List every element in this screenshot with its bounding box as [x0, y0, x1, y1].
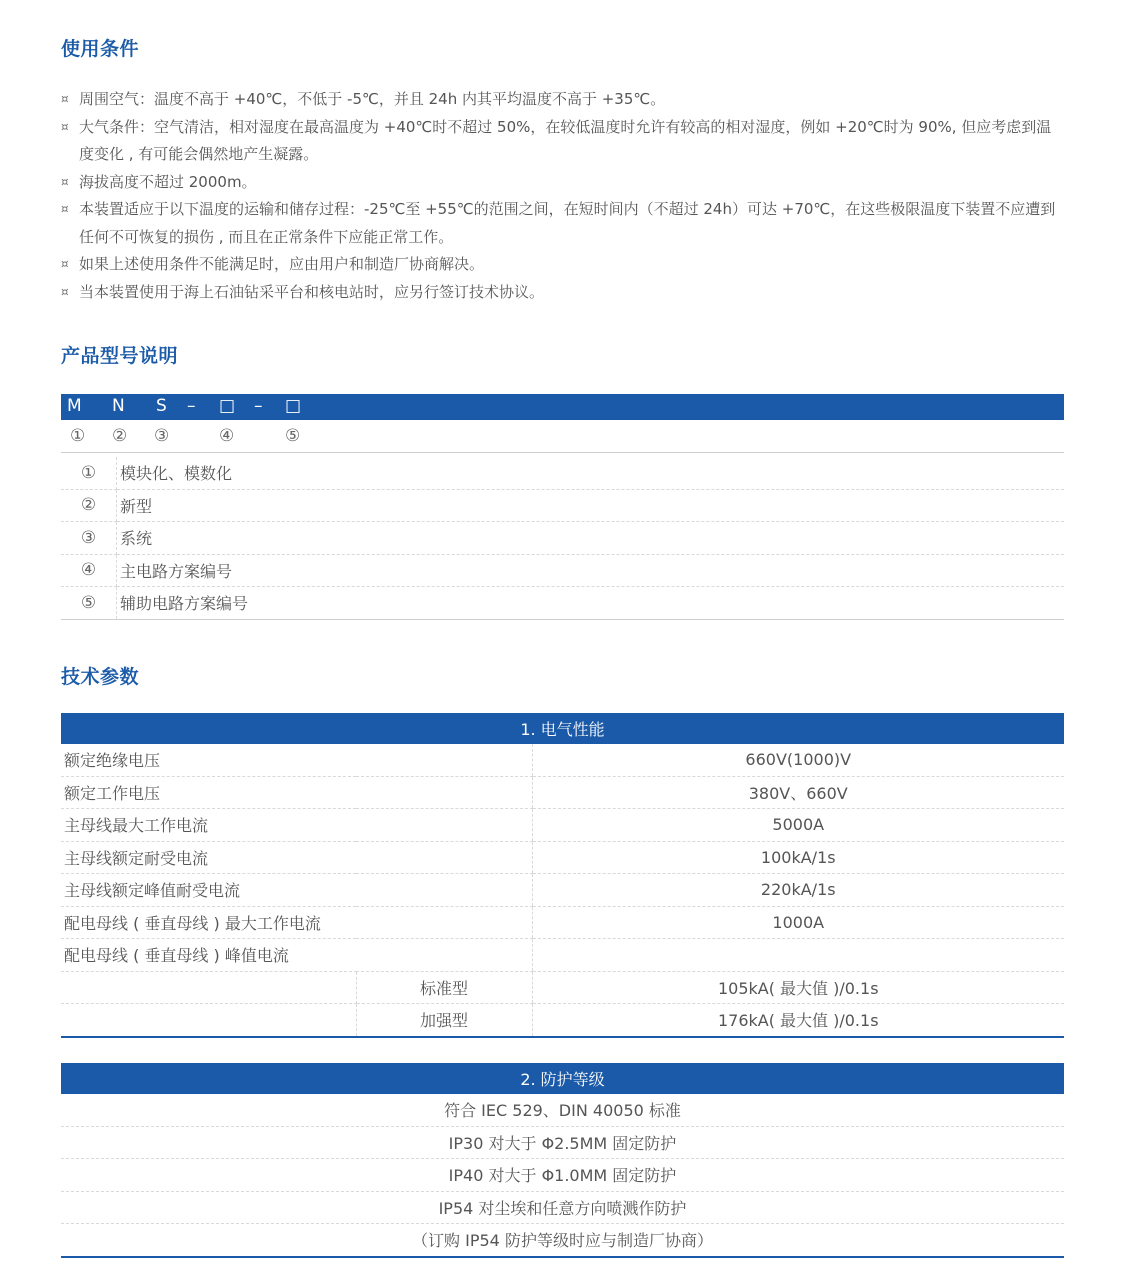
table-row: 主母线额定耐受电流 100kA/1s — [61, 841, 1064, 874]
model-markers — [61, 422, 1064, 453]
model-code-dash: – — [187, 396, 196, 416]
table-row: 标准型 105kA( 最大值 )/0.1s — [61, 971, 1064, 1004]
table-row: IP30 对大于 Φ2.5MM 固定防护 — [61, 1126, 1064, 1159]
electrical-header: 1. 电气性能 — [61, 713, 1064, 744]
table-row: IP54 对尘埃和任意方向喷溅作防护 — [61, 1191, 1064, 1224]
condition-item: ¤ 如果上述使用条件不能满足时，应由用户和制造厂协商解决。 — [61, 251, 1066, 279]
condition-item: ¤ 当本装置使用于海上石油钻采平台和核电站时，应另行签订技术协议。 — [61, 279, 1066, 307]
table-row: 配电母线 ( 垂直母线 ) 最大工作电流 1000A — [61, 906, 1064, 939]
model-marker: ⑤ — [285, 426, 301, 446]
model-code-char: S — [156, 396, 167, 416]
model-code-char: N — [112, 396, 125, 416]
bullet-icon: ¤ — [61, 257, 69, 271]
model-marker: ② — [112, 426, 128, 446]
bullet-icon: ¤ — [61, 284, 69, 299]
protection-table — [61, 1063, 1064, 1258]
table-row: ② 新型 — [61, 489, 1064, 522]
model-code-bar — [61, 394, 1064, 420]
bullet-icon: ¤ — [61, 202, 69, 216]
table-row: 额定工作电压 380V、660V — [61, 776, 1064, 809]
condition-item: ¤ 本装置适应于以下温度的运输和储存过程：-25℃至 +55℃的范围之间，在短时间内（不超过 24h）可达 +70℃，在这些极限温度下装置不应遭到任何不可恢复的损伤 , 而且在正常条件下应能正常工作。 — [61, 196, 1066, 251]
model-code-box: □ — [219, 396, 236, 416]
condition-item: ¤ 周围空气：温度不高于 +40℃，不低于 -5℃，并且 24h 内其平均温度不高于 +35℃。 — [61, 86, 1066, 114]
model-marker: ③ — [154, 426, 170, 446]
table-row: IP40 对大于 Φ1.0MM 固定防护 — [61, 1159, 1064, 1192]
model-legend-table — [61, 457, 1064, 620]
table-row: （订购 IP54 防护等级时应与制造厂协商） — [61, 1224, 1064, 1257]
electrical-table — [61, 713, 1064, 1038]
table-row: 配电母线 ( 垂直母线 ) 峰值电流 — [61, 939, 1064, 972]
condition-item: ¤ 大气条件：空气清洁，相对湿度在最高温度为 +40℃时不超过 50%，在较低温度时允许有较高的相对湿度，例如 +20℃时为 90%, 但应考虑到温度变化 , 有可能会偶然地产生凝露。 — [61, 114, 1066, 169]
table-row: ⑤ 辅助电路方案编号 — [61, 587, 1064, 620]
conditions-list — [61, 86, 1066, 306]
conditions-title: 使用条件 — [61, 38, 140, 60]
model-code-dash: – — [254, 396, 263, 416]
model-marker: ① — [70, 426, 86, 446]
table-row: 加强型 176kA( 最大值 )/0.1s — [61, 1004, 1064, 1037]
table-row: 符合 IEC 529、DIN 40050 标准 — [61, 1094, 1064, 1126]
model-code-char: M — [67, 396, 82, 416]
protection-header: 2. 防护等级 — [61, 1063, 1064, 1094]
table-row: 额定绝缘电压 660V(1000)V — [61, 744, 1064, 776]
table-row: ① 模块化、模数化 — [61, 457, 1064, 489]
bullet-icon: ¤ — [61, 119, 69, 134]
specs-title: 技术参数 — [61, 666, 140, 688]
condition-item: ¤ 海拔高度不超过 2000m。 — [61, 169, 1066, 197]
model-code-box: □ — [285, 396, 302, 416]
table-row: ④ 主电路方案编号 — [61, 554, 1064, 587]
model-title: 产品型号说明 — [61, 345, 179, 367]
bullet-icon: ¤ — [61, 174, 69, 189]
table-row: 主母线额定峰值耐受电流 220kA/1s — [61, 874, 1064, 907]
model-marker: ④ — [219, 426, 235, 446]
table-row: ③ 系统 — [61, 522, 1064, 555]
bullet-icon: ¤ — [61, 92, 69, 106]
table-row: 主母线最大工作电流 5000A — [61, 809, 1064, 842]
